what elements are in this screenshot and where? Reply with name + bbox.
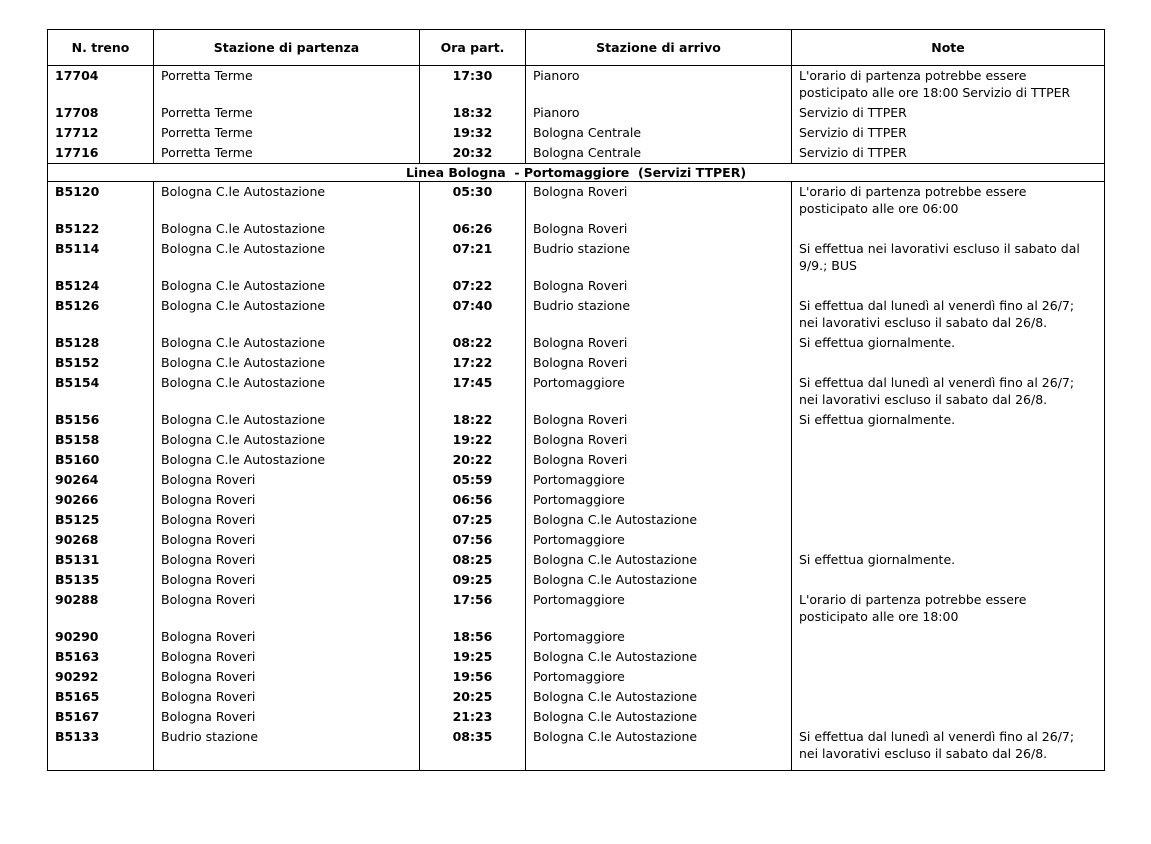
- note-cell: [792, 530, 1105, 550]
- departure-time-cell: 20:22: [420, 450, 526, 470]
- train-number-cell: B5167: [48, 707, 154, 727]
- train-number-cell: 90292: [48, 667, 154, 687]
- table-row: [48, 333, 1105, 353]
- departure-station-cell: Bologna Roveri: [154, 627, 420, 647]
- arrival-station-cell: Bologna Roveri: [526, 450, 792, 470]
- departure-time-cell: 06:56: [420, 490, 526, 510]
- departure-time-cell: 18:22: [420, 410, 526, 430]
- table-row: [48, 239, 1105, 276]
- arrival-station-cell: Bologna Roveri: [526, 219, 792, 239]
- note-cell: L'orario di partenza potrebbe essere posticipato alle ore 18:00 Servizio di TTPER: [792, 66, 1105, 104]
- arrival-station-cell: Bologna C.le Autostazione: [526, 687, 792, 707]
- table-row: [48, 667, 1105, 687]
- departure-time-cell: 18:32: [420, 103, 526, 123]
- arrival-station-cell: Bologna Centrale: [526, 123, 792, 143]
- departure-station-cell: Bologna Roveri: [154, 490, 420, 510]
- bologna-portomaggiore-group: [48, 182, 1105, 771]
- header-notes: Note: [792, 30, 1105, 66]
- note-cell: L'orario di partenza potrebbe essere posticipato alle ore 18:00: [792, 590, 1105, 627]
- departure-time-cell: 07:21: [420, 239, 526, 276]
- departure-station-cell: Bologna C.le Autostazione: [154, 410, 420, 430]
- header-arrival-station: Stazione di arrivo: [526, 30, 792, 66]
- train-number-cell: B5122: [48, 219, 154, 239]
- departure-station-cell: Bologna Roveri: [154, 570, 420, 590]
- arrival-station-cell: Bologna C.le Autostazione: [526, 510, 792, 530]
- table-row: [48, 647, 1105, 667]
- departure-station-cell: Bologna Roveri: [154, 707, 420, 727]
- section-row: [48, 164, 1105, 182]
- table-row: [48, 123, 1105, 143]
- train-number-cell: B5120: [48, 182, 154, 220]
- departure-station-cell: Bologna C.le Autostazione: [154, 182, 420, 220]
- train-number-cell: 90288: [48, 590, 154, 627]
- train-number-cell: B5125: [48, 510, 154, 530]
- arrival-station-cell: Portomaggiore: [526, 373, 792, 410]
- header-row: [48, 30, 1105, 66]
- departure-time-cell: 05:30: [420, 182, 526, 220]
- note-cell: [792, 667, 1105, 687]
- departure-station-cell: Bologna C.le Autostazione: [154, 219, 420, 239]
- arrival-station-cell: Bologna Roveri: [526, 276, 792, 296]
- arrival-station-cell: Budrio stazione: [526, 239, 792, 276]
- table-row: [48, 182, 1105, 220]
- arrival-station-cell: Bologna Roveri: [526, 410, 792, 430]
- section-title: Linea Bologna - Portomaggiore (Servizi TTPER): [48, 164, 1105, 182]
- note-cell: [792, 353, 1105, 373]
- departure-station-cell: Bologna C.le Autostazione: [154, 373, 420, 410]
- train-number-cell: 90264: [48, 470, 154, 490]
- departure-station-cell: Bologna C.le Autostazione: [154, 430, 420, 450]
- departure-station-cell: Porretta Terme: [154, 143, 420, 164]
- note-cell: [792, 490, 1105, 510]
- arrival-station-cell: Pianoro: [526, 103, 792, 123]
- arrival-station-cell: Bologna Roveri: [526, 182, 792, 220]
- table-row: [48, 353, 1105, 373]
- train-number-cell: B5114: [48, 239, 154, 276]
- departure-time-cell: 17:30: [420, 66, 526, 104]
- train-number-cell: 90290: [48, 627, 154, 647]
- table-row: [48, 687, 1105, 707]
- departure-station-cell: Porretta Terme: [154, 123, 420, 143]
- train-number-cell: 17704: [48, 66, 154, 104]
- timetable-header: [48, 30, 1105, 66]
- departure-station-cell: Bologna Roveri: [154, 530, 420, 550]
- departure-station-cell: Bologna Roveri: [154, 647, 420, 667]
- note-cell: Servizio di TTPER: [792, 123, 1105, 143]
- departure-time-cell: 07:25: [420, 510, 526, 530]
- departure-time-cell: 07:56: [420, 530, 526, 550]
- table-row: [48, 590, 1105, 627]
- table-row: [48, 296, 1105, 333]
- train-number-cell: 90266: [48, 490, 154, 510]
- porretta-group: [48, 66, 1105, 164]
- note-cell: [792, 707, 1105, 727]
- table-row: [48, 470, 1105, 490]
- table-row: [48, 219, 1105, 239]
- table-row: [48, 727, 1105, 771]
- header-departure-time: Ora part.: [420, 30, 526, 66]
- departure-station-cell: Budrio stazione: [154, 727, 420, 771]
- table-row: [48, 627, 1105, 647]
- departure-time-cell: 18:56: [420, 627, 526, 647]
- note-cell: Si effettua giornalmente.: [792, 550, 1105, 570]
- train-number-cell: B5152: [48, 353, 154, 373]
- train-number-cell: B5160: [48, 450, 154, 470]
- train-number-cell: 17712: [48, 123, 154, 143]
- note-cell: L'orario di partenza potrebbe essere posticipato alle ore 06:00: [792, 182, 1105, 220]
- departure-time-cell: 17:22: [420, 353, 526, 373]
- departure-station-cell: Bologna C.le Autostazione: [154, 333, 420, 353]
- departure-time-cell: 06:26: [420, 219, 526, 239]
- departure-time-cell: 07:40: [420, 296, 526, 333]
- timetable: [47, 29, 1105, 771]
- departure-station-cell: Bologna C.le Autostazione: [154, 276, 420, 296]
- train-number-cell: B5165: [48, 687, 154, 707]
- arrival-station-cell: Bologna Roveri: [526, 430, 792, 450]
- header-departure-station: Stazione di partenza: [154, 30, 420, 66]
- note-cell: Si effettua giornalmente.: [792, 333, 1105, 353]
- train-number-cell: B5135: [48, 570, 154, 590]
- departure-time-cell: 19:56: [420, 667, 526, 687]
- arrival-station-cell: Bologna C.le Autostazione: [526, 727, 792, 771]
- note-cell: [792, 627, 1105, 647]
- train-number-cell: B5156: [48, 410, 154, 430]
- table-row: [48, 373, 1105, 410]
- departure-station-cell: Bologna C.le Autostazione: [154, 239, 420, 276]
- section-divider: [48, 164, 1105, 182]
- arrival-station-cell: Budrio stazione: [526, 296, 792, 333]
- train-number-cell: B5128: [48, 333, 154, 353]
- train-number-cell: B5126: [48, 296, 154, 333]
- note-cell: Si effettua giornalmente.: [792, 410, 1105, 430]
- note-cell: [792, 687, 1105, 707]
- departure-time-cell: 17:56: [420, 590, 526, 627]
- departure-station-cell: Bologna Roveri: [154, 590, 420, 627]
- departure-station-cell: Porretta Terme: [154, 66, 420, 104]
- table-row: [48, 510, 1105, 530]
- note-cell: [792, 219, 1105, 239]
- table-row: [48, 430, 1105, 450]
- note-cell: [792, 647, 1105, 667]
- note-cell: Servizio di TTPER: [792, 143, 1105, 164]
- arrival-station-cell: Bologna C.le Autostazione: [526, 647, 792, 667]
- arrival-station-cell: Bologna C.le Autostazione: [526, 550, 792, 570]
- departure-time-cell: 21:23: [420, 707, 526, 727]
- train-number-cell: 17716: [48, 143, 154, 164]
- note-cell: Servizio di TTPER: [792, 103, 1105, 123]
- arrival-station-cell: Portomaggiore: [526, 530, 792, 550]
- departure-time-cell: 19:32: [420, 123, 526, 143]
- train-number-cell: B5163: [48, 647, 154, 667]
- departure-time-cell: 19:22: [420, 430, 526, 450]
- note-cell: [792, 276, 1105, 296]
- arrival-station-cell: Bologna Roveri: [526, 353, 792, 373]
- arrival-station-cell: Bologna Roveri: [526, 333, 792, 353]
- arrival-station-cell: Pianoro: [526, 66, 792, 104]
- note-cell: [792, 430, 1105, 450]
- departure-station-cell: Bologna Roveri: [154, 510, 420, 530]
- departure-time-cell: 08:25: [420, 550, 526, 570]
- departure-time-cell: 05:59: [420, 470, 526, 490]
- table-row: [48, 410, 1105, 430]
- note-cell: Si effettua dal lunedì al venerdì fino al 26/7; nei lavorativi escluso il sabato dal 26/8.: [792, 296, 1105, 333]
- note-cell: [792, 470, 1105, 490]
- departure-station-cell: Bologna Roveri: [154, 667, 420, 687]
- departure-station-cell: Bologna Roveri: [154, 470, 420, 490]
- train-number-cell: 90268: [48, 530, 154, 550]
- table-row: [48, 103, 1105, 123]
- arrival-station-cell: Portomaggiore: [526, 470, 792, 490]
- table-row: [48, 143, 1105, 164]
- arrival-station-cell: Portomaggiore: [526, 490, 792, 510]
- note-cell: [792, 450, 1105, 470]
- departure-station-cell: Bologna Roveri: [154, 550, 420, 570]
- table-row: [48, 276, 1105, 296]
- arrival-station-cell: Bologna Centrale: [526, 143, 792, 164]
- table-row: [48, 550, 1105, 570]
- train-number-cell: 17708: [48, 103, 154, 123]
- departure-station-cell: Bologna C.le Autostazione: [154, 450, 420, 470]
- note-cell: Si effettua dal lunedì al venerdì fino al 26/7; nei lavorativi escluso il sabato dal 26/8.: [792, 727, 1105, 771]
- departure-station-cell: Bologna C.le Autostazione: [154, 296, 420, 333]
- arrival-station-cell: Bologna C.le Autostazione: [526, 707, 792, 727]
- departure-station-cell: Bologna C.le Autostazione: [154, 353, 420, 373]
- train-number-cell: B5131: [48, 550, 154, 570]
- note-cell: [792, 570, 1105, 590]
- departure-time-cell: 08:35: [420, 727, 526, 771]
- note-cell: Si effettua dal lunedì al venerdì fino al 26/7; nei lavorativi escluso il sabato dal 26/8.: [792, 373, 1105, 410]
- departure-time-cell: 09:25: [420, 570, 526, 590]
- arrival-station-cell: Portomaggiore: [526, 667, 792, 687]
- train-number-cell: B5133: [48, 727, 154, 771]
- table-row: [48, 570, 1105, 590]
- table-row: [48, 66, 1105, 104]
- note-cell: [792, 510, 1105, 530]
- arrival-station-cell: Portomaggiore: [526, 590, 792, 627]
- departure-time-cell: 08:22: [420, 333, 526, 353]
- note-cell: Si effettua nei lavorativi escluso il sabato dal 9/9.; BUS: [792, 239, 1105, 276]
- train-number-cell: B5154: [48, 373, 154, 410]
- departure-station-cell: Bologna Roveri: [154, 687, 420, 707]
- departure-time-cell: 17:45: [420, 373, 526, 410]
- arrival-station-cell: Portomaggiore: [526, 627, 792, 647]
- table-row: [48, 530, 1105, 550]
- table-row: [48, 490, 1105, 510]
- train-number-cell: B5158: [48, 430, 154, 450]
- header-train-number: N. treno: [48, 30, 154, 66]
- arrival-station-cell: Bologna C.le Autostazione: [526, 570, 792, 590]
- departure-time-cell: 19:25: [420, 647, 526, 667]
- table-row: [48, 450, 1105, 470]
- departure-time-cell: 07:22: [420, 276, 526, 296]
- departure-time-cell: 20:25: [420, 687, 526, 707]
- departure-station-cell: Porretta Terme: [154, 103, 420, 123]
- departure-time-cell: 20:32: [420, 143, 526, 164]
- train-number-cell: B5124: [48, 276, 154, 296]
- table-row: [48, 707, 1105, 727]
